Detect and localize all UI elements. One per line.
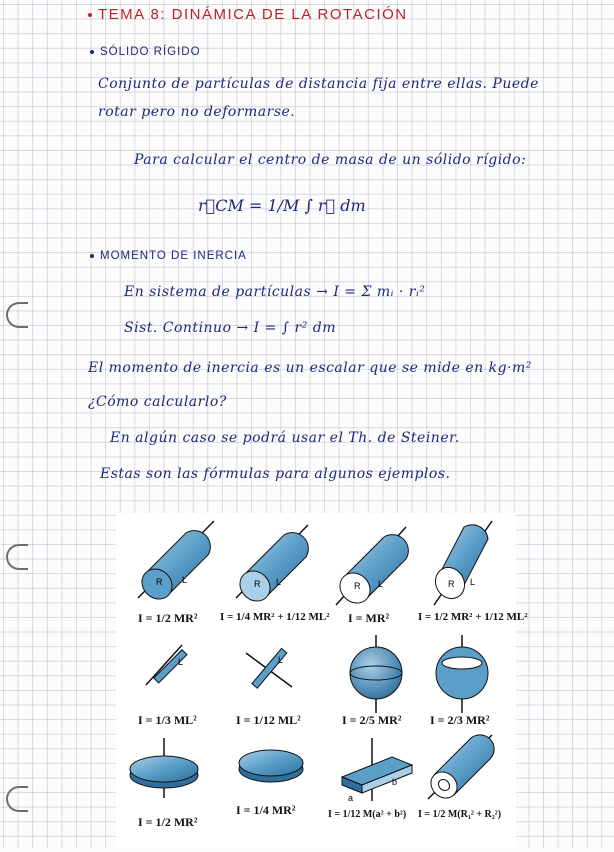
solid-cylinder-transverse <box>234 525 309 607</box>
page-title <box>88 6 408 23</box>
svg-text:b: b <box>392 777 398 787</box>
solid-sphere <box>350 635 402 713</box>
thin-rod-end <box>146 645 187 685</box>
bullet <box>88 13 92 17</box>
section-heading-momento <box>90 250 247 262</box>
rectangular-plate <box>342 738 412 803</box>
binder-hole <box>6 786 28 812</box>
caption-thin-rod-end: I = 1/3 ML² <box>138 713 197 727</box>
binder-hole <box>6 302 28 328</box>
heading-text: MOMENTO DE INERCIA <box>100 250 247 262</box>
caption-thin-walled-cylinder: I = MR² <box>348 611 390 625</box>
disk-axial <box>130 738 198 798</box>
disk-diametral <box>239 750 303 782</box>
momento-line-5: En algún caso se podrá usar el Th. de Steiner. <box>110 430 460 446</box>
inertia-shapes <box>116 513 516 848</box>
svg-text:R: R <box>254 579 261 589</box>
thin-rod-center <box>246 648 292 688</box>
svg-text:L: L <box>470 577 476 587</box>
caption-solid-cylinder-axial: I = 1/2 MR² <box>138 611 198 625</box>
caption-spherical-shell: I = 2/3 MR² <box>430 713 490 727</box>
momento-line-1: En sistema de partículas → I = Σ mᵢ · rᵢ² <box>124 284 426 300</box>
caption-solid-sphere: I = 2/5 MR² <box>342 713 402 727</box>
svg-text:L: L <box>276 577 282 587</box>
svg-text:L: L <box>178 657 184 667</box>
solido-line-3: Para calcular el centro de masa de un sólido rígido: <box>134 152 527 168</box>
svg-text:L: L <box>278 655 284 665</box>
solid-cylinder-axial <box>136 521 214 605</box>
momento-line-2: Sist. Continuo → I = ∫ r² dm <box>124 320 337 336</box>
caption-thin-rod-center: I = 1/12 ML² <box>236 713 301 727</box>
thin-walled-cylinder <box>334 527 409 609</box>
svg-text:R: R <box>448 579 455 589</box>
inertia-figure <box>116 513 528 848</box>
solido-line-2: rotar pero no deformarse. <box>98 104 296 120</box>
momento-line-3: El momento de inercia es un escalar que se mide en kg·m² <box>88 360 532 376</box>
svg-text:a: a <box>348 793 354 803</box>
heading-text: SÓLIDO RÍGIDO <box>100 46 201 58</box>
caption-hollow-cylinder-transverse: I = 1/2 MR² + 1/12 ML² <box>418 611 528 623</box>
svg-text:R: R <box>156 577 163 587</box>
caption-solid-cylinder-transverse: I = 1/4 MR² + 1/12 ML² <box>220 611 330 623</box>
caption-disk-diametral: I = 1/4 MR² <box>236 803 296 817</box>
title-text: TEMA 8: DINÁMICA DE LA ROTACIÓN <box>98 6 408 23</box>
svg-text:L: L <box>378 579 384 589</box>
caption-disk-axial: I = 1/2 MR² <box>138 815 198 829</box>
momento-line-6: Estas son las fórmulas para algunos ejemplos. <box>100 466 451 482</box>
svg-text:R: R <box>354 581 361 591</box>
momento-line-4: ¿Cómo calcularlo? <box>88 394 227 410</box>
section-heading-solido <box>90 46 201 58</box>
binder-hole <box>6 544 28 570</box>
center-of-mass-formula: r⃗CM = 1/M ∫ r⃗ dm <box>198 196 366 215</box>
solido-line-1: Conjunto de partículas de distancia fija entre ellas. Puede <box>98 76 539 92</box>
hollow-cylinder-axial <box>426 735 495 804</box>
svg-text:L: L <box>182 575 188 585</box>
spherical-shell <box>436 635 488 713</box>
bullet <box>90 50 94 54</box>
bullet <box>90 254 94 258</box>
caption-rectangular-plate: I = 1/12 M(a² + b²) <box>328 809 407 820</box>
caption-hollow-cylinder-axial: I = 1/2 M(R₁² + R₂²) <box>418 809 502 820</box>
hollow-cylinder-transverse <box>430 521 492 605</box>
